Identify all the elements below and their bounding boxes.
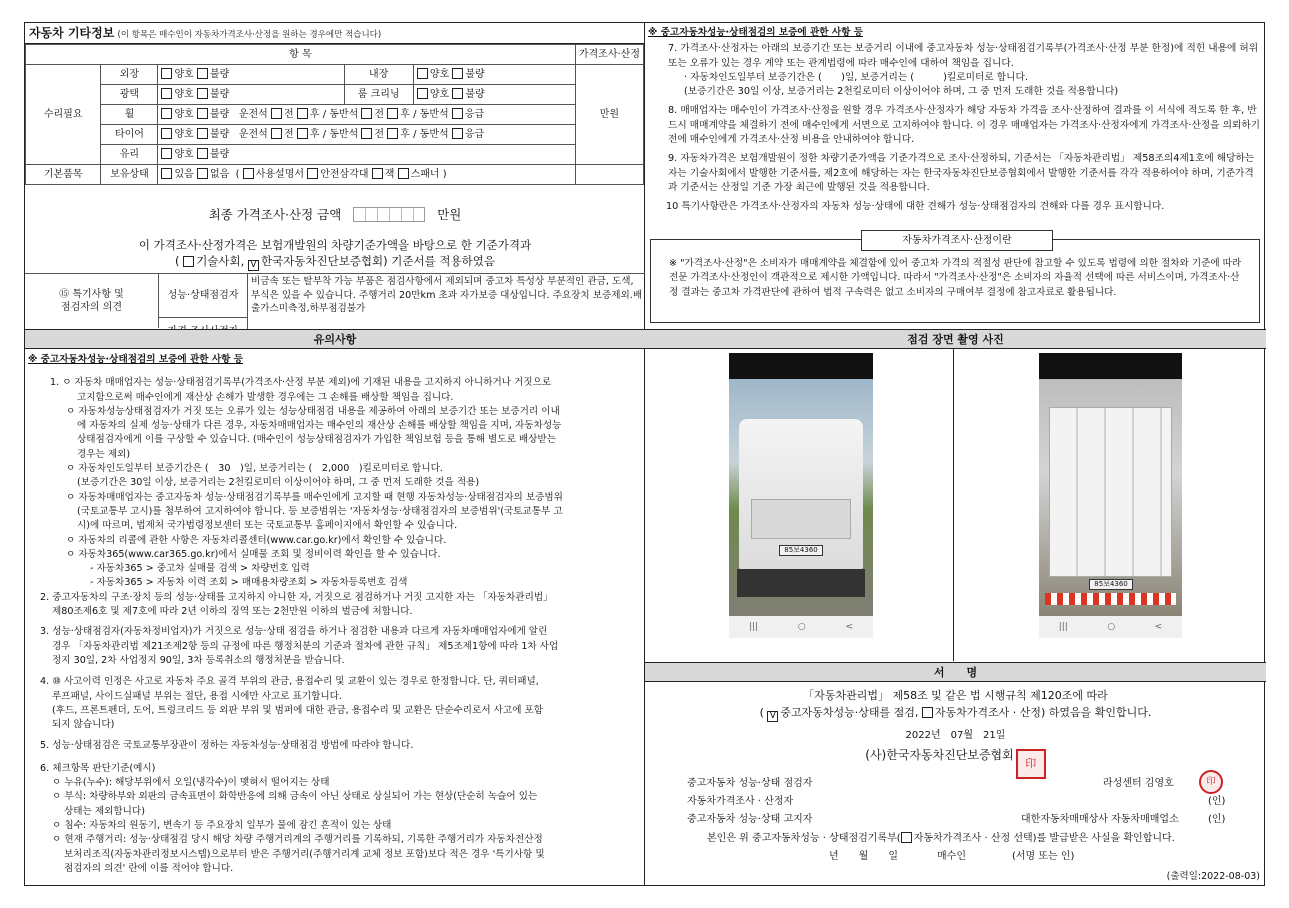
notice-line: ㅇ 자동차의 리콜에 관한 사항은 자동차리콜센터(www.car.go.kr)에서 확인할 수 있습니다. bbox=[66, 534, 447, 546]
bad-checkbox[interactable] bbox=[197, 68, 208, 79]
basic-items-price bbox=[575, 165, 643, 185]
emergency-checkbox[interactable] bbox=[452, 108, 463, 119]
truck-grille bbox=[751, 499, 851, 539]
notice-line: 되지 않습니다) bbox=[52, 719, 115, 731]
good-checkbox[interactable] bbox=[417, 88, 428, 99]
notice-line: 4. ⑩ 사고이력 인정은 사고로 자동차 주요 골격 부위의 관금, 용접수리 및 교환이 있는 경우로 한정합니다. 단, 쿼터패널, bbox=[40, 676, 539, 688]
triangle-checkbox[interactable] bbox=[307, 168, 318, 179]
notice-line: (국토교통부 고시)를 첨부하여 고지하여야 합니다. 등 보증범위는 '자동차성능·상태점검자의 보증범위'(국토교통부 고 bbox=[77, 505, 563, 517]
front-checkbox[interactable] bbox=[361, 108, 372, 119]
other-info-title: 자동차 기타정보 bbox=[29, 26, 115, 40]
none-checkbox[interactable] bbox=[197, 168, 208, 179]
good-checkbox[interactable] bbox=[417, 68, 428, 79]
notice-line: (보증기간은 30일 이상, 보증거리는 2천킬로미터 이상이어야 하며, 그 중 먼저 도래한 것을 적용) bbox=[77, 477, 480, 489]
row-wheel: 휠 bbox=[101, 105, 158, 125]
rear-checkbox[interactable] bbox=[387, 128, 398, 139]
won-unit: 만원 bbox=[575, 65, 643, 165]
bad-checkbox[interactable] bbox=[197, 88, 208, 99]
row-interior: 내장 bbox=[344, 65, 413, 85]
notice-body bbox=[28, 353, 642, 876]
price-definition-box bbox=[650, 235, 1260, 323]
other-info-table bbox=[25, 44, 644, 185]
home-button[interactable]: ○ bbox=[797, 621, 806, 632]
front-checkbox[interactable] bbox=[271, 108, 282, 119]
basis-line-2: ( 기술사회, V 한국자동차진단보증협회) 기준서를 적용하였음 bbox=[175, 254, 495, 270]
inspection-record-page bbox=[24, 22, 1265, 886]
have-checkbox[interactable] bbox=[161, 168, 172, 179]
notice-line: 점검자의 의견' 란에 이를 적어야 합니다. bbox=[64, 862, 234, 874]
notice-line: 보처리조직(자동차관리정보시스템)으로부터 받은 주행거리(주행거리계 교체 정보 포함)보다 적은 경우 '특기사항 및 bbox=[64, 848, 545, 860]
interior-options: 양호 불량 bbox=[413, 65, 575, 85]
bad-checkbox[interactable] bbox=[197, 128, 208, 139]
truck-rear-bumper bbox=[1045, 593, 1176, 605]
final-price-unit: 만원 bbox=[437, 207, 462, 222]
bad-checkbox[interactable] bbox=[452, 68, 463, 79]
sign-law-line: 「자동차관리법」 제58조 및 같은 법 시행규칙 제120조에 따라 bbox=[803, 689, 1108, 702]
roomclean-options: 양호 불량 bbox=[413, 85, 575, 105]
notice-line: 경우는 제외) bbox=[77, 448, 131, 460]
home-button[interactable]: ○ bbox=[1107, 621, 1116, 632]
buyer-confirm-line: 본인은 위 중고자동차성능 · 상태점검기록부( 자동차가격조사 · 산정 선택)를 발급받은 사실을 확인합니다. bbox=[707, 833, 1175, 844]
price-definition-text: ※ "가격조사·산정"은 소비자가 매매계약을 체결함에 있어 중고차 가격의 적절성 판단에 참고할 수 있도록 법령에 의한 절차와 기준에 따라 전문 가격조사·산정인이 객관적으로 제시한 가액입니다. 따라서 "가격조사·산정"은 소비자의 자율적 선택에 따른 서비스이며, 가격조사·산정 결과는 중고차 가격판단에 관하여 법적 구속력은 없고 소비자의 구매여부 결정에 참고자료로 활용됩니다. bbox=[669, 258, 1242, 298]
final-price-row bbox=[25, 207, 645, 224]
guarantee-item-8: 8. 매매업자는 매수인이 가격조사·산정을 원할 경우 가격조사·산정자가 해당 자동차 가격을 조사·산정하여 결과를 이 서식에 적도록 한 후, 반드시 매매계약을 체결하기 전에 매수인에게 서면으로 고지하여야 합니다. 이 경우 매매업자는 가격조사·산정자에게 가격조사·산정을 의뢰하기 전에 매수인에게 가격조사·산정 비용을 안내하여야 합니다. bbox=[668, 105, 1261, 146]
perf-inspector-text: 비금속 또는 탈부착 가능 부품은 점검사항에서 제외되며 중고차 특성상 부분적인 관금, 도색, 부식은 있을 수 있습니다. 주행거리 20만km 초과 자가보증 대상입니다. 주요장치 보증제외.배출가스미측정,하부점검불가 bbox=[251, 276, 643, 314]
row-roomclean: 룸 크리닝 bbox=[344, 85, 413, 105]
notice-line: ㅇ 자동차365(www.car365.go.kr)에서 실매물 조회 및 정비이력 확인을 할 수 있습니다. bbox=[66, 548, 441, 560]
manual-checkbox[interactable] bbox=[243, 168, 254, 179]
rear-photo bbox=[1039, 353, 1182, 638]
notice-line: 6. 체크항목 판단기준(예시) bbox=[40, 762, 156, 774]
basic-items-options: 있음 없음 ( 사용설명서 안전삼각대 잭 스패너 ) bbox=[158, 165, 575, 185]
notice-line: 루프패널, 사이드실패널 부위는 절단, 용접 시에만 사고로 표기합니다. bbox=[52, 690, 342, 702]
inspector-name: 라성센터 김영호 bbox=[1103, 778, 1174, 789]
basis-line-1: 이 가격조사·산정가격은 보험개발원의 차량기준가액을 바탕으로 한 기준가격과 bbox=[138, 238, 532, 252]
notice-line: 에 자동차의 실제 성능·상태가 다른 경우, 자동차매매업자는 매수인의 재산상 손해를 배상할 책임을 지며, 자동차성능 bbox=[77, 420, 562, 432]
price-assessor-label: 자동차가격조사 · 산정자 bbox=[687, 796, 794, 807]
truck-bumper bbox=[737, 569, 865, 597]
good-checkbox[interactable] bbox=[161, 128, 172, 139]
performance-check-checkbox[interactable]: V bbox=[767, 711, 778, 722]
notice-line: 상태점검자에게 이를 구상할 수 있습니다. (매수인이 성능상태점검자가 가입한 책임보험 등을 통해 별도로 배상받는 bbox=[77, 434, 556, 446]
guarantee-section bbox=[648, 26, 1262, 215]
inspector-label: 중고자동차 성능·상태 점검자 bbox=[687, 778, 813, 789]
guarantee-item-7b: (보증기간은 30일 이상, 보증거리는 2천킬로미터 이상이어야 하며, 그 중 먼저 도래한 것을 적용합니다) bbox=[684, 86, 1119, 98]
inspector-seal-icon: 印 bbox=[1199, 770, 1223, 794]
notice-line: - 자동차365 > 중고차 실매물 검색 > 차량번호 입력 bbox=[90, 563, 310, 575]
good-checkbox[interactable] bbox=[161, 88, 172, 99]
notice-line: 경우 「자동차관리법 제21조제2항 등의 규정에 따른 행정처분의 기준과 절차에 관한 규칙」 제5조제1항에 따라 1차 사업 bbox=[52, 640, 559, 652]
spanner-checkbox[interactable] bbox=[398, 168, 409, 179]
buyer-label: 매수인 bbox=[937, 851, 966, 862]
back-button[interactable]: < bbox=[1154, 621, 1163, 632]
right-column bbox=[645, 23, 1266, 885]
guarantee-title: ※ 중고자동차성능·상태점검의 보증에 관한 사항 등 bbox=[648, 27, 864, 38]
notice-line: ㅇ 자동차매매업자는 중고자동차 성능·상태점검기록부를 매수인에게 고지할 때 현행 자동차성능·상태점검자의 보증범위 bbox=[66, 491, 563, 503]
notice-list bbox=[28, 376, 642, 876]
price-check-checkbox[interactable] bbox=[922, 707, 933, 718]
recent-apps-button[interactable]: ||| bbox=[748, 621, 759, 632]
price-definition-title: 자동차가격조사·산정이란 bbox=[861, 230, 1053, 251]
kaida-checkbox[interactable]: V bbox=[248, 260, 259, 271]
buyer-price-checkbox[interactable] bbox=[901, 832, 912, 843]
notice-line: 정지 30일, 2차 사업정지 90일, 3차 등록취소의 행정처분을 받습니다. bbox=[52, 654, 345, 666]
rear-checkbox[interactable] bbox=[387, 108, 398, 119]
photos-area bbox=[645, 349, 1266, 661]
front-plate: 85보4360 bbox=[779, 545, 823, 556]
jack-checkbox[interactable] bbox=[372, 168, 383, 179]
other-info-header bbox=[25, 23, 644, 44]
tire-options: 양호 불량 운전석 전 후 / 동반석 전 후 / 동반석 응급 bbox=[158, 125, 575, 145]
notice-line: 고지함으로써 매수인에게 재산상 손해가 발생한 경우에는 그 손해를 배상할 책임을 집니다. bbox=[77, 391, 454, 403]
truck-cargo-box bbox=[1049, 407, 1172, 577]
final-price-label: 최종 가격조사·산정 금액 bbox=[208, 207, 342, 222]
front-photo bbox=[729, 353, 873, 638]
notice-line: 2. 중고자동차의 구조·장치 등의 성능·상태를 고지하지 아니한 자, 거짓으로 점검하거나 거짓 고지한 자는 「자동차관리법」 bbox=[40, 591, 553, 603]
good-checkbox[interactable] bbox=[161, 68, 172, 79]
price-assessor-seal: (인) bbox=[1208, 796, 1226, 807]
wheel-options: 양호 불량 운전석 전 후 / 동반석 전 후 / 동반석 응급 bbox=[158, 105, 575, 125]
notice-line: 상태는 제외합니다) bbox=[64, 805, 145, 817]
glass-options: 양호 불량 bbox=[158, 145, 575, 165]
perf-inspector-label: 성능·상태점검자 bbox=[159, 274, 248, 318]
rear-photo-image bbox=[1039, 379, 1182, 616]
row-exterior: 외장 bbox=[101, 65, 158, 85]
left-column bbox=[25, 23, 645, 885]
bad-checkbox[interactable] bbox=[197, 148, 208, 159]
basic-holding-label: 보유상태 bbox=[101, 165, 158, 185]
notice-line: - 자동차365 > 자동차 이력 조회 > 매매용차량조회 > 자동차등록번호 검색 bbox=[90, 577, 408, 589]
buyer-date: 년 월 일 bbox=[829, 851, 898, 862]
back-button[interactable]: < bbox=[845, 621, 854, 632]
tech-society-checkbox[interactable] bbox=[183, 256, 194, 267]
notice-line: 5. 성능·상태점검은 국토교통부장관이 정하는 자동차성능·상태점검 방법에 따라야 합니다. bbox=[40, 740, 414, 752]
notifier-name: 대한자동차매매상사 자동차매매업소 bbox=[1021, 814, 1179, 825]
repair-label: 수리필요 bbox=[26, 65, 101, 165]
notice-line: ㅇ 자동차성능상태점검자가 거짓 또는 오류가 있는 성능상태점검 내용을 제공하여 아래의 보증기간 또는 보증거리 이내 bbox=[66, 405, 560, 417]
sign-org: (사)한국자동차진단보증협회印 bbox=[645, 747, 1266, 779]
notifier-seal: (인) bbox=[1208, 814, 1226, 825]
rear-checkbox[interactable] bbox=[297, 128, 308, 139]
notice-line: 3. 성능·상태점검자(자동차정비업자)가 거짓으로 성능·상태 점검을 하거나 점검한 내용과 다르게 자동차매매업자에게 알린 bbox=[40, 626, 548, 638]
notice-line: 1. ㅇ 자동차 매매업자는 성능·상태점검기록부(가격조사·산정 부분 제외)에 기재된 내용을 고지하지 아니하거나 거짓으로 bbox=[50, 377, 552, 389]
rear-plate: 85보4360 bbox=[1089, 579, 1133, 590]
exterior-options: 양호 불량 bbox=[158, 65, 344, 85]
bad-checkbox[interactable] bbox=[197, 108, 208, 119]
row-tire: 타이어 bbox=[101, 125, 158, 145]
front-checkbox[interactable] bbox=[271, 128, 282, 139]
front-checkbox[interactable] bbox=[361, 128, 372, 139]
row-glass: 유리 bbox=[101, 145, 158, 165]
rear-checkbox[interactable] bbox=[297, 108, 308, 119]
printed-date: (출력일:2022-08-03) bbox=[1166, 871, 1260, 882]
emergency-checkbox[interactable] bbox=[452, 128, 463, 139]
col-items-header: 항 목 bbox=[26, 45, 576, 65]
notice-line: (후드, 프론트펜더, 도어, 트렁크리드 등 외판 부위 및 범퍼에 대한 관금, 용접수리 및 교환은 단순수리로서 사고에 포함 bbox=[52, 704, 544, 716]
notice-line: ㅇ 누유(누수): 해당부위에서 오일(냉각수)이 맺혀서 떨어지는 상태 bbox=[52, 777, 330, 789]
guarantee-item-10: 10 특기사항란은 가격조사·산정자의 자동차 성능·상태에 대한 견해가 성능·상태점검자의 견해와 다를 경우 표시합니다. bbox=[666, 201, 1165, 213]
buyer-sign: (서명 또는 인) bbox=[1012, 851, 1075, 862]
sign-date: 2022년 07월 21일 bbox=[905, 730, 1006, 741]
recent-apps-button[interactable]: ||| bbox=[1058, 621, 1068, 632]
gloss-options: 양호 불량 bbox=[158, 85, 344, 105]
final-price-input[interactable] bbox=[353, 207, 425, 222]
notice-line: ㅇ 침수: 자동차의 원동기, 변속기 등 주요장치 일부가 물에 잠긴 흔적이 있는 상태 bbox=[52, 819, 392, 831]
photos-title: 점검 장면 촬영 사진 bbox=[645, 329, 1266, 349]
sign-section bbox=[645, 685, 1266, 887]
notice-line: ㅇ 현재 주행거리: 성능·상태점검 당시 해당 차량 주행거리계의 주행거리를 기록하되, 기록한 주행거리가 자동차전산정 bbox=[52, 834, 543, 846]
sign-confirm-line: ( V 중고자동차성능·상태를 점검, 자동차가격조사 · 산정) 하였음을 확인합니다. bbox=[759, 706, 1152, 721]
front-photo-nav bbox=[729, 616, 873, 638]
other-info-subtitle: (이 항목은 매수인이 자동차가격조사·산정을 원하는 경우에만 적습니다) bbox=[117, 30, 382, 40]
col-price-header: 가격조사·산정 bbox=[575, 45, 643, 65]
notifier-label: 중고자동차 성능·상태 고지자 bbox=[687, 814, 813, 825]
guarantee-item-9: 9. 자동차가격은 보험개발원이 정한 차량기준가액을 기준가격으로 조사·산정하되, 기준서는 「자동차관리법」 제58조의4제1호에 해당하는 자는 기술사회에서 발행한 기준서를, 제2호에 해당하는 자는 한국자동차진단보증협회에서 발행한 기준서를 각각 적용하여야 하며, 기준가격과 기준서는 산정일 기준 가장 최근에 발행된 것을 적용합니다. bbox=[668, 153, 1255, 193]
notice-line: 제80조제6호 및 제7호에 따라 2년 이하의 징역 또는 2천만원 이하의 벌금에 처합니다. bbox=[52, 606, 413, 618]
rear-photo-nav bbox=[1039, 616, 1182, 638]
org-seal-icon: 印 bbox=[1016, 749, 1046, 779]
row-gloss: 광택 bbox=[101, 85, 158, 105]
notice-line: ㅇ 자동차인도일부터 보증기간은 ( 30 )일, 보증거리는 ( 2,000 )킬로미터로 합니다. bbox=[66, 463, 443, 475]
good-checkbox[interactable] bbox=[161, 148, 172, 159]
front-photo-image bbox=[729, 379, 873, 616]
sign-title: 서 명 bbox=[645, 662, 1266, 682]
notice-subtitle: ※ 중고자동차성능·상태점검의 보증에 관한 사항 등 bbox=[28, 354, 244, 365]
bad-checkbox[interactable] bbox=[452, 88, 463, 99]
guarantee-item-7: 7. 가격조사·산정자는 아래의 보증기간 또는 보증거리 이내에 중고자동차 성능·상태점검기록부(가격조사·산정 부분 한정)에 적힌 내용에 허위 또는 오류가 있는 경우 계약 또는 관계법령에 따라 매수인에 대하여 책임을 집니다. bbox=[668, 43, 1259, 69]
photo-divider bbox=[953, 349, 954, 661]
notice-line: ㅇ 부식: 차량하부와 외판의 금속표면이 화학반응에 의해 금속이 아닌 상태로 상실되어 가는 현상(단순히 녹슬어 있는 bbox=[52, 791, 538, 803]
guarantee-item-7a: · 자동차인도일부터 보증기간은 ( )일, 보증거리는 ( )킬로미터로 합니다. bbox=[684, 71, 1028, 83]
basic-items-label: 기본품목 bbox=[26, 165, 101, 185]
good-checkbox[interactable] bbox=[161, 108, 172, 119]
special-label: ⑮ 특기사항 및 점검자의 의견 bbox=[25, 274, 159, 328]
notice-title: 유의사항 bbox=[25, 329, 645, 349]
special-notes bbox=[25, 273, 645, 327]
basis-text bbox=[25, 237, 645, 271]
notice-line: 시)에 따르며, 법제처 국가법령정보센터 또는 국토교통부 홈페이지에서 확인할 수 있습니다. bbox=[77, 520, 458, 532]
